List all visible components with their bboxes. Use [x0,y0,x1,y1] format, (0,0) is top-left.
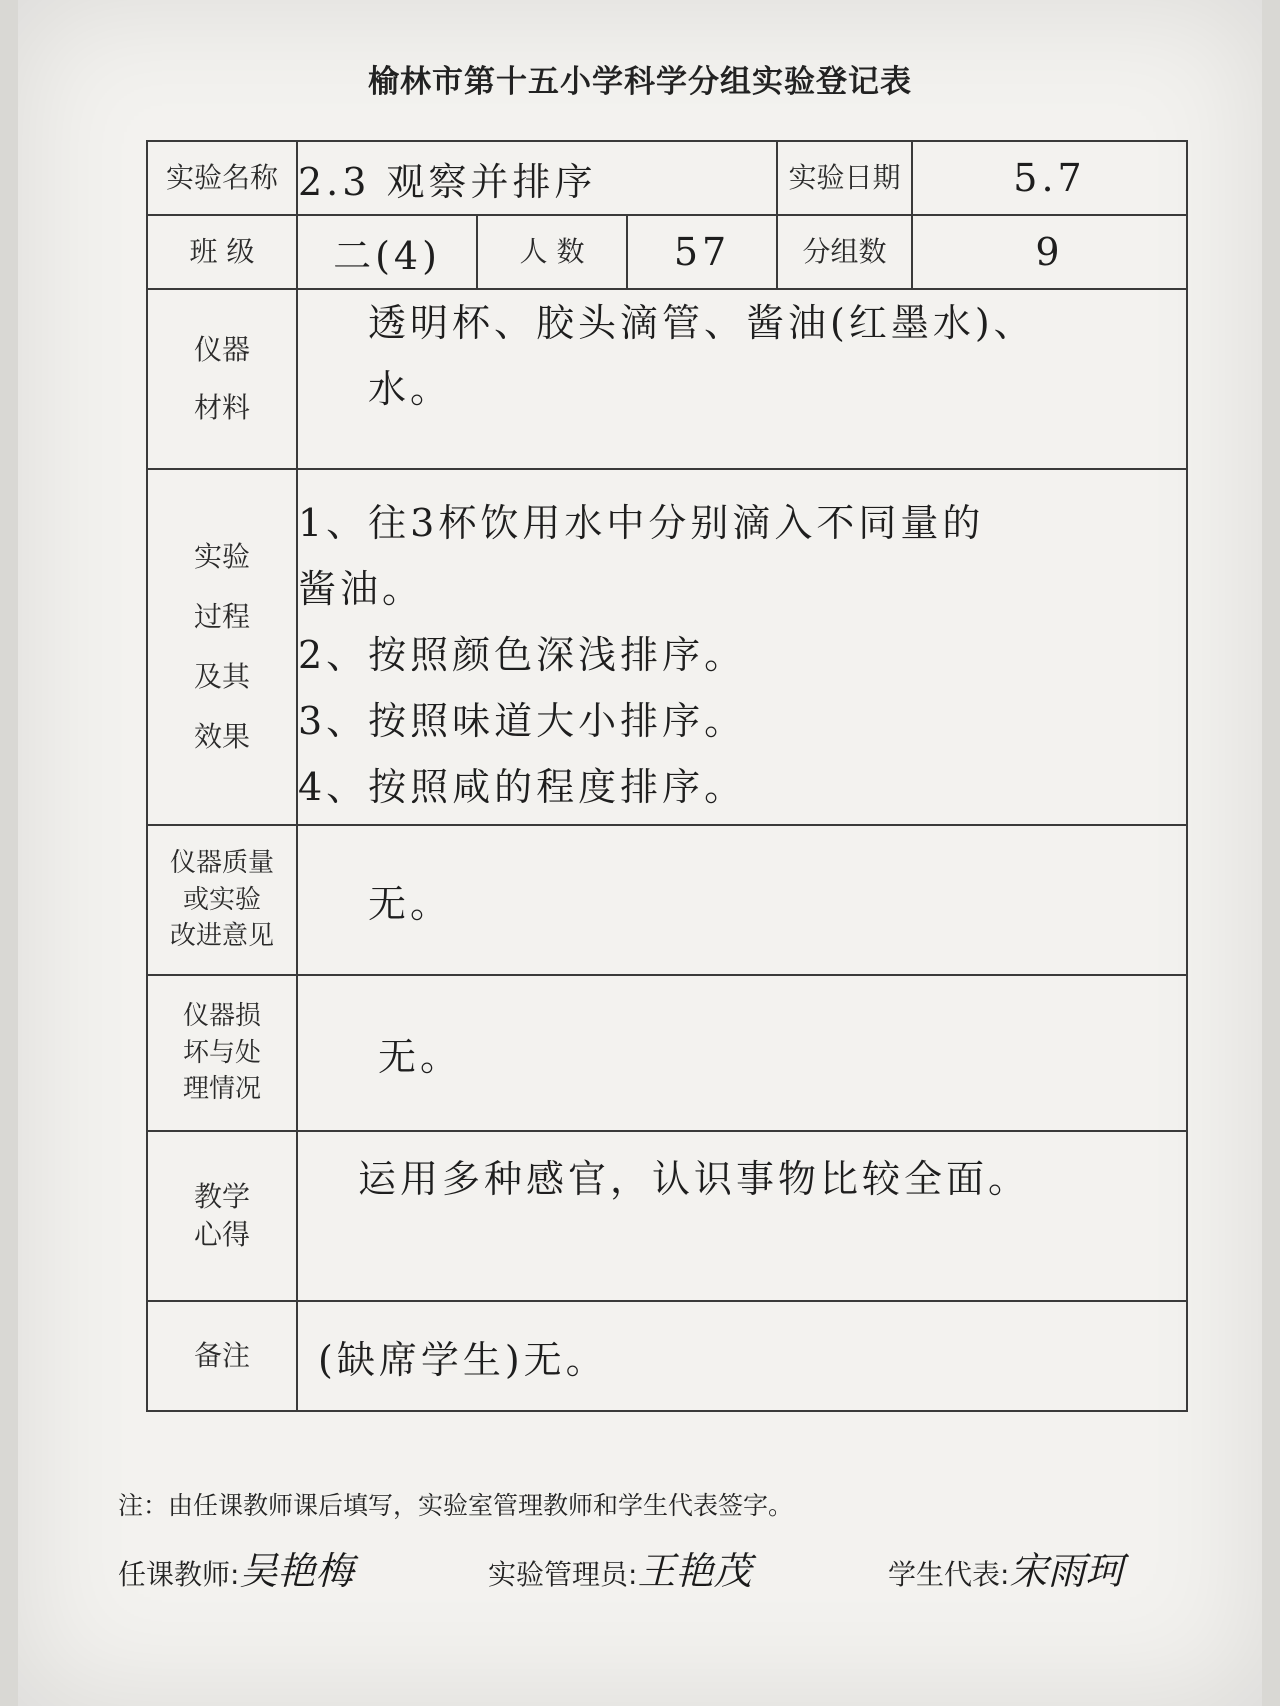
value-materials: 透明杯、胶头滴管、酱油(红墨水)、 水。 [297,289,1187,469]
label-quality-line3: 改进意见 [169,921,274,952]
registration-table [146,140,1188,1412]
label-groups: 分组数 [777,215,912,289]
label-process-line1: 实验 [193,540,250,574]
row-class-info [147,215,1187,289]
admin-name: 王艳茂 [637,1549,752,1593]
value-process: 1、往3杯饮用水中分别滴入不同量的 酱油。 2、按照颜色深浅排序。 3、按照味道大小排序。 4、按照咸的程度排序。 [297,469,1187,825]
student-label: 学生代表: [888,1558,1010,1591]
label-damage [147,975,297,1131]
row-teaching [147,1131,1187,1301]
paper-sheet [18,0,1262,1706]
label-quality-line1: 仪器质量 [169,848,274,879]
label-teaching-line1: 教学 [193,1180,250,1214]
row-remarks [147,1301,1187,1411]
admin-label: 实验管理员: [488,1558,638,1591]
label-teaching-line2: 心得 [193,1218,250,1251]
student-signature [888,1540,1123,1595]
row-experiment-name [147,141,1187,215]
teacher-label: 任课教师: [118,1558,240,1591]
label-materials-line2: 材料 [193,391,250,424]
label-damage-line1: 仪器损 [182,1001,261,1032]
label-damage-line3: 理情况 [182,1074,261,1105]
label-process [147,469,297,825]
value-experiment-date: 5.7 [912,141,1187,215]
label-people: 人 数 [477,215,627,289]
value-damage: 无。 [297,975,1187,1131]
value-quality: 无。 [297,825,1187,975]
label-remarks: 备注 [147,1301,297,1411]
label-process-line4: 效果 [193,719,250,753]
row-materials [147,289,1187,469]
form-title: 榆林市第十五小学科学分组实验登记表 [368,64,912,100]
label-materials-line1: 仪器 [193,333,250,367]
row-quality [147,825,1187,975]
label-quality [147,825,297,975]
teacher-signature [118,1540,353,1595]
label-quality-line2: 或实验 [182,884,261,915]
label-experiment-date: 实验日期 [777,141,912,215]
teacher-name: 吴艳梅 [239,1549,354,1593]
label-materials [147,289,297,469]
label-experiment-name: 实验名称 [147,141,297,215]
student-name: 宋雨珂 [1009,1549,1124,1593]
value-groups: 9 [912,215,1187,289]
row-damage [147,975,1187,1131]
value-remarks: (缺席学生)无。 [297,1301,1187,1411]
footer-note: 注：由任课教师课后填写，实验室管理教师和学生代表签字。 [118,1491,794,1520]
row-process [147,469,1187,825]
admin-signature [488,1540,751,1595]
label-process-line2: 过程 [193,600,250,634]
value-class: 二(4) [297,215,477,289]
label-class: 班 级 [147,215,297,289]
value-teaching: 运用多种感官，认识事物比较全面。 [297,1131,1187,1301]
value-experiment-name: 2.3 观察并排序 [297,141,777,215]
label-teaching [147,1131,297,1301]
label-process-line3: 及其 [193,660,250,693]
label-damage-line2: 坏与处 [182,1037,261,1068]
value-people: 57 [627,215,777,289]
